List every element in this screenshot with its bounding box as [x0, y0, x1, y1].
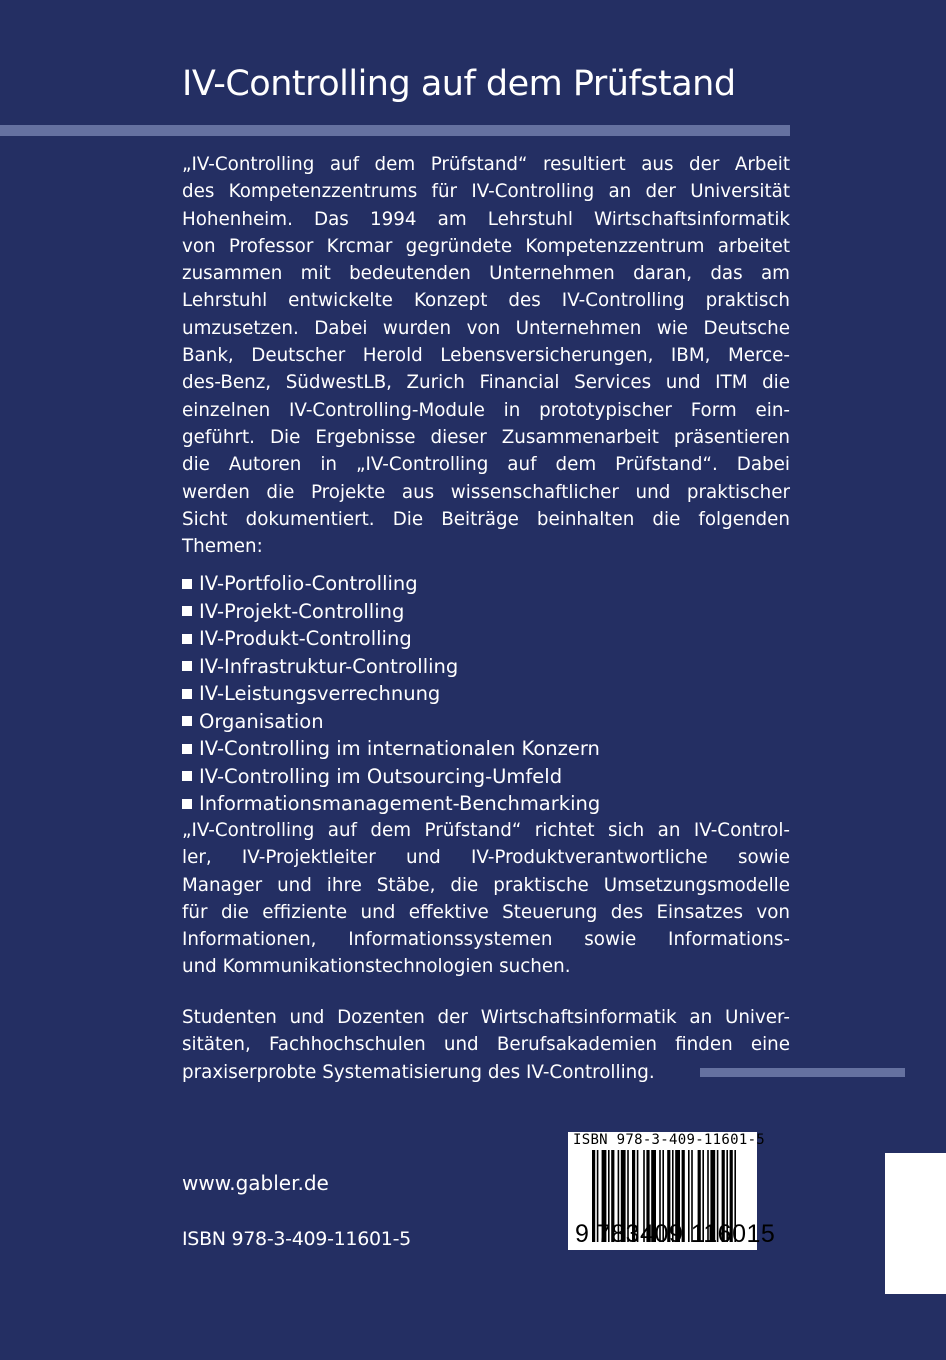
text-line: „IV-Controlling auf dem Prüfstand“ richtet sich an IV-Control-	[182, 820, 790, 841]
text-line: praxiserprobte Systematisierung des IV-Controlling.	[182, 1061, 655, 1083]
description-paragraph-1	[182, 151, 790, 560]
topics-list	[182, 570, 600, 818]
text-line: „IV-Controlling auf dem Prüfstand“ resultiert aus der Arbeit	[182, 154, 790, 175]
book-title: IV-Controlling auf dem Prüfstand	[182, 64, 736, 104]
text-line: für die effiziente und effektive Steuerung des Einsatzes von	[182, 901, 790, 923]
text-line: Themen:	[182, 536, 263, 558]
text-line: von Professor Krcmar gegründete Kompetenzzentrum arbeitet	[182, 235, 790, 257]
topic-label: Organisation	[199, 709, 324, 733]
price-label-area	[885, 1153, 946, 1294]
text-line: Bank, Deutscher Herold Lebensversicherungen, IBM, Merce-	[182, 345, 790, 367]
topic-list-item	[182, 735, 600, 763]
text-line: Hohenheim. Das 1994 am Lehrstuhl Wirtschaftsinformatik	[182, 208, 790, 230]
topic-label: Informationsmanagement-Benchmarking	[199, 792, 601, 815]
topic-label: IV-Controlling im Outsourcing-Umfeld	[199, 764, 563, 788]
text-line: die Autoren in „IV-Controlling auf dem Prüfstand“. Dabei	[182, 454, 790, 476]
topic-label: IV-Leistungsverrechnung	[199, 682, 441, 705]
description-paragraph-2	[182, 817, 790, 981]
decorative-bar-top	[0, 125, 790, 136]
square-bullet-icon	[182, 606, 192, 616]
text-line: werden die Projekte aus wissenschaftlicher und praktischer	[182, 481, 790, 503]
topic-list-item	[182, 653, 600, 681]
topic-label: IV-Projekt-Controlling	[199, 599, 405, 623]
topic-list-item	[182, 598, 600, 626]
text-line: des Kompetenzzentrums für IV-Controlling an der Universität	[182, 181, 790, 203]
square-bullet-icon	[182, 661, 192, 671]
topic-list-item	[182, 708, 600, 736]
barcode-number: 9 783409 116015	[575, 1220, 776, 1248]
text-line: Informationen, Informationssystemen sowie Informations-	[182, 929, 790, 951]
topic-list-item	[182, 763, 600, 791]
text-line: einzelnen IV-Controlling-Module in prototypischer Form ein-	[182, 399, 790, 421]
text-line: sitäten, Fachhochschulen und Berufsakademien finden eine	[182, 1034, 790, 1056]
topic-list-item	[182, 625, 600, 653]
square-bullet-icon	[182, 771, 192, 781]
topic-list-item	[182, 570, 600, 598]
text-line: des-Benz, SüdwestLB, Zurich Financial Services und ITM die	[182, 372, 790, 394]
text-line: Sicht dokumentiert. Die Beiträge beinhalten die folgenden	[182, 508, 790, 530]
topic-label: IV-Controlling im internationalen Konzern	[199, 737, 600, 760]
text-line: geführt. Die Ergebnisse dieser Zusammenarbeit präsentieren	[182, 426, 790, 448]
text-line: Lehrstuhl entwickelte Konzept des IV-Controlling praktisch	[182, 290, 790, 312]
topic-label: IV-Portfolio-Controlling	[199, 572, 418, 595]
text-line: umzusetzen. Dabei wurden von Unternehmen wie Deutsche	[182, 317, 790, 339]
square-bullet-icon	[182, 689, 192, 699]
square-bullet-icon	[182, 799, 192, 809]
isbn-barcode	[568, 1132, 776, 1250]
text-line: ler, IV-Projektleiter und IV-Produktverantwortliche sowie	[182, 847, 790, 869]
barcode-isbn-label: ISBN 978-3-409-11601-5	[573, 1132, 766, 1148]
topic-label: IV-Infrastruktur-Controlling	[199, 654, 459, 678]
text-line: und Kommunikationstechnologien suchen.	[182, 956, 571, 978]
square-bullet-icon	[182, 744, 192, 754]
square-bullet-icon	[182, 716, 192, 726]
topic-list-item	[182, 680, 600, 708]
topic-list-item	[182, 790, 600, 818]
isbn-text: ISBN 978-3-409-11601-5	[182, 1228, 411, 1250]
text-line: Studenten und Dozenten der Wirtschaftsinformatik an Univer-	[182, 1007, 790, 1028]
text-line: zusammen mit bedeutenden Unternehmen daran, das am	[182, 263, 790, 285]
publisher-url[interactable]: www.gabler.de	[182, 1171, 329, 1195]
square-bullet-icon	[182, 634, 192, 644]
square-bullet-icon	[182, 579, 192, 589]
decorative-bar-bottom	[700, 1068, 905, 1077]
text-line: Manager und ihre Stäbe, die praktische Umsetzungsmodelle	[182, 874, 790, 896]
topic-label: IV-Produkt-Controlling	[199, 627, 412, 650]
description-paragraph-3	[182, 1004, 790, 1086]
